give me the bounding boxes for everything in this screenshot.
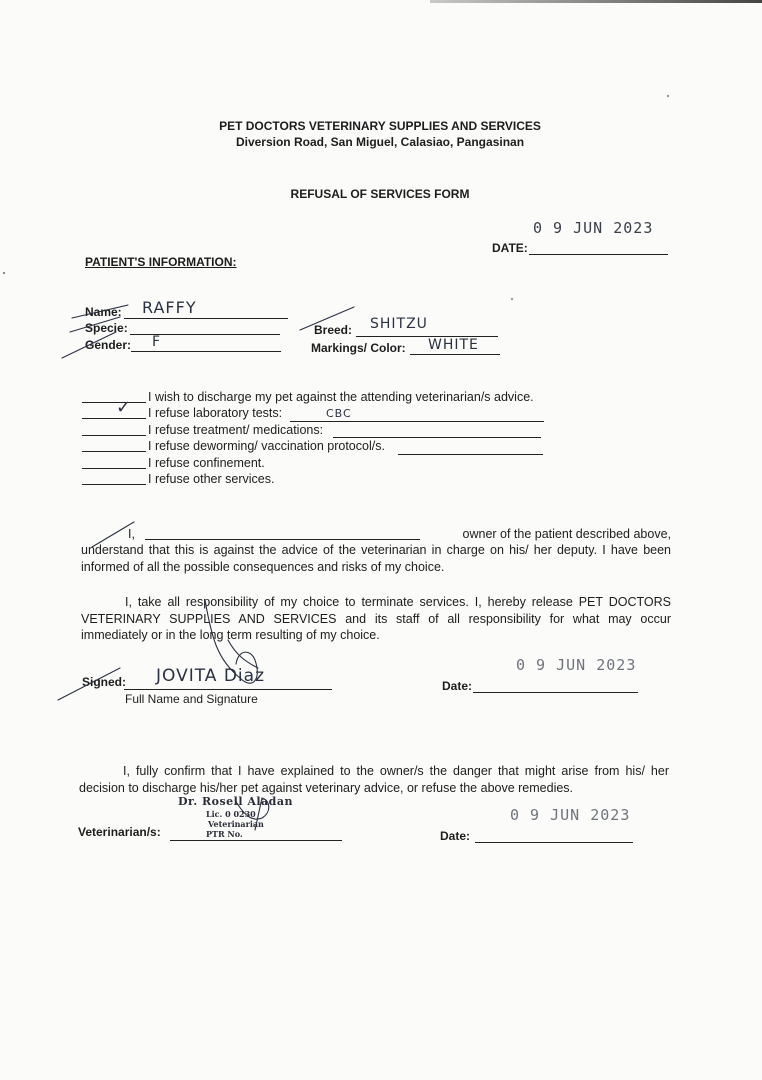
statement-p2: I, take all responsibility of my choice to terminate services. I, hereby release PET DOCTORS VETERINARY SUPPLIES AND SERVICES and its staff of all responsibility for what may occur immediately or in the long term resulting of my choice.	[81, 595, 671, 642]
vet-signature-stroke	[235, 798, 269, 830]
breed-value: SHITZU	[370, 316, 428, 332]
option-2-check: ✓	[116, 397, 133, 418]
name-slash-mark	[72, 305, 128, 318]
statement-slash-mark	[92, 522, 134, 547]
option-2-label: I refuse laboratory tests:	[148, 406, 283, 420]
vet-stamp-ptr: PTR No.	[206, 829, 243, 839]
owner-signature-stroke	[228, 640, 258, 668]
option-2-detail: CBC	[326, 407, 352, 420]
specie-slash-mark	[70, 317, 120, 332]
form-title: REFUSAL OF SERVICES FORM	[290, 187, 470, 201]
vet-stamp-role: Veterinarian	[208, 819, 264, 829]
company-address: Diversion Road, San Miguel, Calasiao, Pangasinan	[235, 135, 525, 149]
option-1-label: I wish to discharge my pet against the attending veterinarian/s advice.	[148, 390, 534, 404]
owner-date-stamp: 0 9 JUN 2023	[516, 656, 637, 674]
breed-slash-mark	[300, 307, 354, 330]
gender-value: F	[152, 334, 162, 350]
date-stamp-top: 0 9 JUN 2023	[533, 219, 654, 237]
name-label: Name:	[85, 305, 122, 319]
speck-1	[667, 95, 669, 97]
option-6-label: I refuse other services.	[148, 472, 275, 486]
signed-label: Signed:	[82, 675, 126, 689]
date-label-top: DATE:	[492, 241, 528, 255]
vet-date-stamp: 0 9 JUN 2023	[510, 806, 631, 824]
option-4-label: I refuse deworming/ vaccination protocol/s.	[148, 439, 385, 453]
vet-label: Veterinarian/s:	[78, 825, 161, 839]
gender-label: Gender:	[85, 338, 132, 352]
markings-label: Markings/ Color:	[311, 341, 406, 355]
statement-p1-start: I,	[128, 527, 135, 541]
statement-p1-end: owner of the patient described above,	[462, 527, 671, 541]
speck-3	[3, 272, 5, 274]
name-value: RAFFY	[142, 298, 197, 317]
full-name-signature-label: Full Name and Signature	[125, 692, 258, 706]
signed-slash-mark	[58, 668, 120, 700]
vet-date-label: Date:	[440, 829, 471, 843]
markings-value: WHITE	[428, 337, 479, 353]
specie-label: Specie:	[85, 321, 128, 335]
owner-date-label: Date:	[442, 679, 473, 693]
option-5-label: I refuse confinement.	[148, 456, 265, 470]
owner-signature-flourish	[205, 600, 257, 683]
vet-confirm-text: I, fully confirm that I have explained to the owner/s the danger that might arise from his/ her decision to discharge his/her pet against veterinary advice, or refuse the above remedies.	[79, 764, 669, 795]
gender-slash-mark	[62, 332, 116, 358]
vet-stamp-name: Dr. Rosell Aladan	[178, 795, 293, 808]
speck-2	[511, 298, 513, 300]
breed-label: Breed:	[314, 323, 353, 337]
option-3-label: I refuse treatment/ medications:	[148, 423, 324, 437]
company-name: PET DOCTORS VETERINARY SUPPLIES AND SERVICES	[219, 119, 541, 133]
owner-signature: JOVITA Diaz	[156, 666, 265, 686]
vet-stamp-license: Lic. 0 0230	[206, 809, 256, 819]
patient-section-title: PATIENT'S INFORMATION:	[85, 255, 237, 269]
statement-p1-rest: understand that this is against the advice of the veterinarian in charge on his/ her deputy. I have been informed of all the possible consequences and risks of my choice.	[81, 543, 671, 574]
